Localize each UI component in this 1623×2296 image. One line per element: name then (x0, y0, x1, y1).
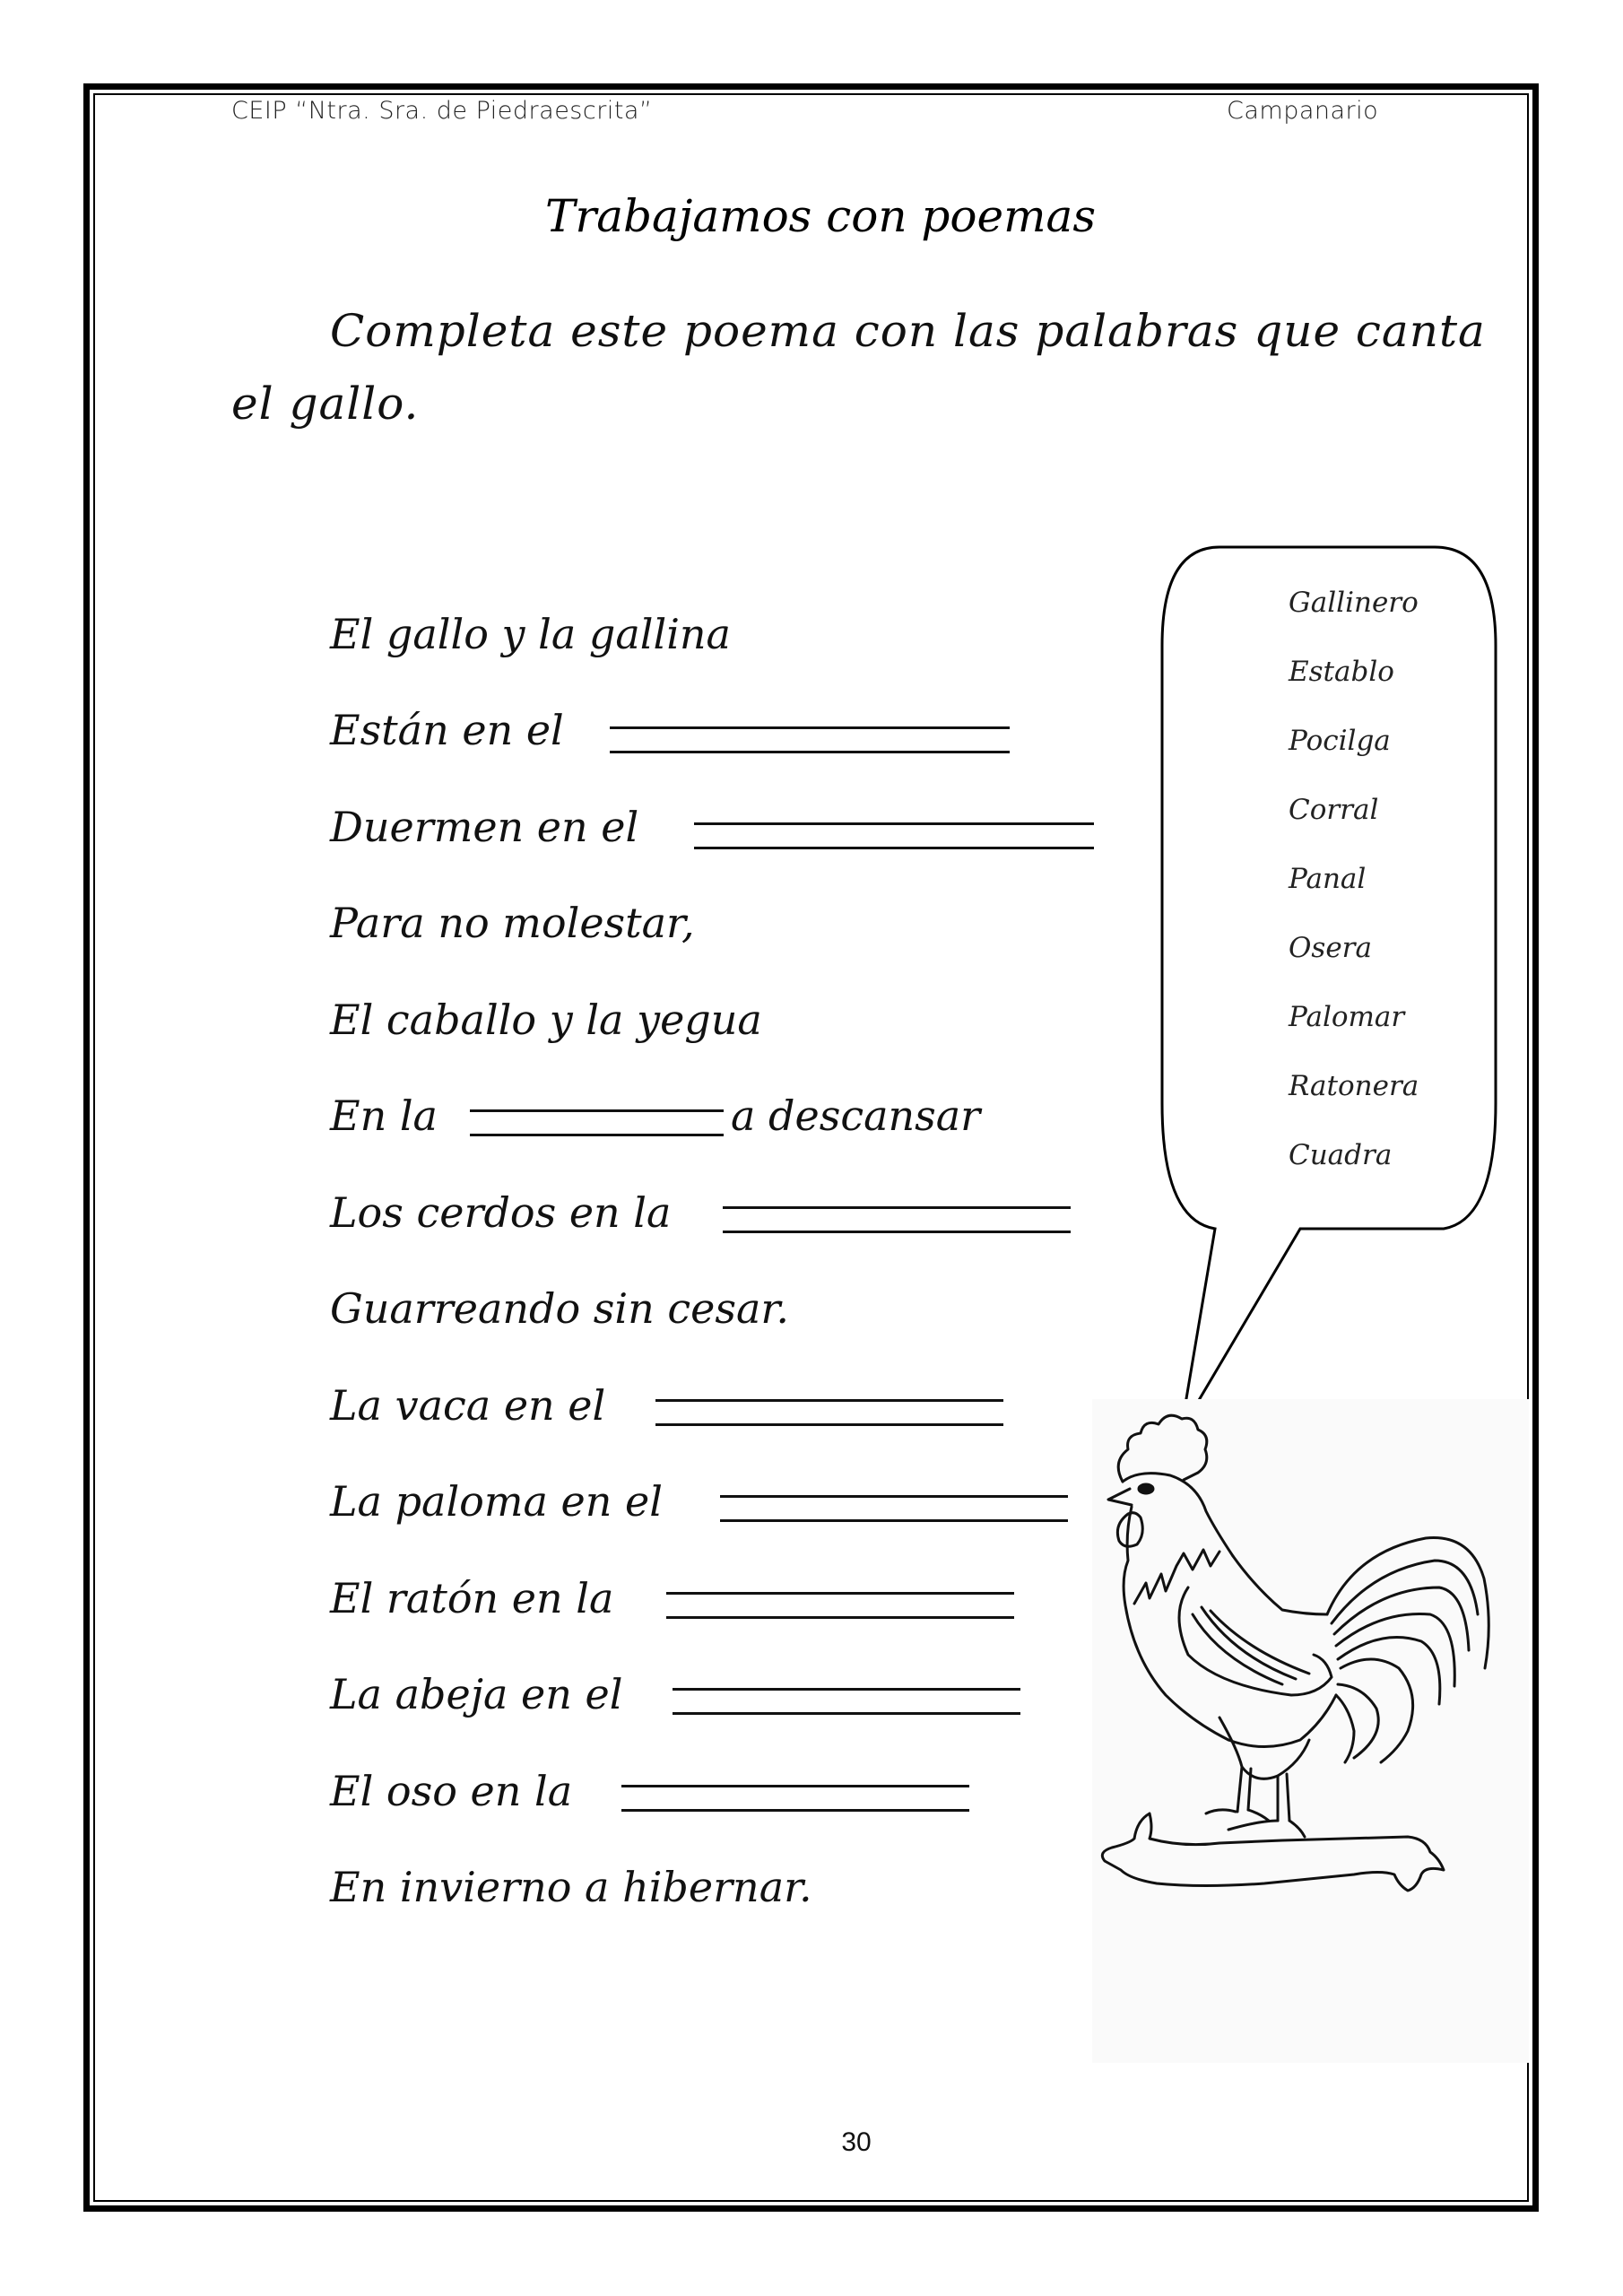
poem-line-text: El caballo y la yegua (330, 996, 762, 1044)
poem-line-7 (330, 1179, 672, 1237)
poem-line-9 (330, 1372, 606, 1430)
answer-blank-2[interactable] (694, 822, 1094, 849)
poem-line-text: En la (330, 1091, 438, 1140)
poem-line-14 (330, 1854, 812, 1911)
poem-line-text: Guarreando sin cesar. (330, 1284, 789, 1333)
word-bank-item: Gallinero (1289, 587, 1419, 619)
word-bank-item: Establo (1289, 656, 1394, 688)
poem-line-3 (330, 794, 639, 851)
page-number: 30 (841, 2127, 872, 2157)
poem-line-text: Para no molestar, (330, 899, 695, 947)
poem-line-12 (330, 1661, 623, 1718)
word-bank-item: Panal (1289, 863, 1367, 895)
answer-blank-8[interactable] (673, 1688, 1020, 1715)
instruction-line-1: Completa este poema con las palabras que canta (330, 305, 1486, 357)
word-bank-item: Osera (1289, 932, 1372, 964)
word-bank-item: Ratonera (1289, 1070, 1419, 1102)
answer-blank-5[interactable] (655, 1399, 1003, 1426)
poem-line-text: La vaca en el (330, 1381, 606, 1430)
poem-line-11 (330, 1565, 614, 1622)
poem-line-6-continuation (731, 1083, 981, 1140)
poem-line-text: La abeja en el (330, 1670, 623, 1718)
poem-line-text: a descansar (731, 1091, 981, 1140)
poem-line-text: El oso en la (330, 1767, 573, 1815)
poem-line-2 (330, 697, 564, 754)
poem-line-text: Duermen en el (330, 803, 639, 851)
poem-line-text: La paloma en el (330, 1477, 663, 1526)
answer-blank-7[interactable] (666, 1592, 1014, 1619)
word-bank-item: Pocilga (1289, 725, 1391, 757)
poem-line-8 (330, 1275, 789, 1333)
answer-blank-1[interactable] (610, 726, 1010, 753)
rooster-icon (1085, 1399, 1529, 2063)
poem-line-text: El gallo y la gallina (330, 610, 731, 658)
poem-line-6 (330, 1083, 438, 1140)
poem-line-10 (330, 1468, 663, 1526)
poem-line-1 (330, 601, 731, 658)
answer-blank-4[interactable] (723, 1206, 1071, 1233)
answer-blank-9[interactable] (621, 1785, 969, 1812)
header-town: Campanario (1227, 97, 1379, 125)
word-bank-item: Cuadra (1289, 1139, 1393, 1171)
poem-line-4 (330, 890, 695, 947)
page-title: Trabajamos con poemas (544, 190, 1097, 242)
word-bank-item: Palomar (1289, 1001, 1405, 1033)
word-bank-item: Corral (1289, 794, 1379, 826)
poem-line-text: El ratón en la (330, 1574, 614, 1622)
answer-blank-6[interactable] (720, 1495, 1068, 1522)
poem-line-text: Los cerdos en la (330, 1188, 672, 1237)
instruction-line-2: el gallo. (231, 378, 420, 430)
answer-blank-3[interactable] (470, 1109, 724, 1136)
header-school: CEIP “Ntra. Sra. de Piedraescrita” (231, 97, 653, 125)
poem-line-5 (330, 987, 762, 1044)
poem-line-13 (330, 1758, 573, 1815)
poem-line-text: En invierno a hibernar. (330, 1863, 812, 1911)
poem-line-text: Están en el (330, 706, 564, 754)
